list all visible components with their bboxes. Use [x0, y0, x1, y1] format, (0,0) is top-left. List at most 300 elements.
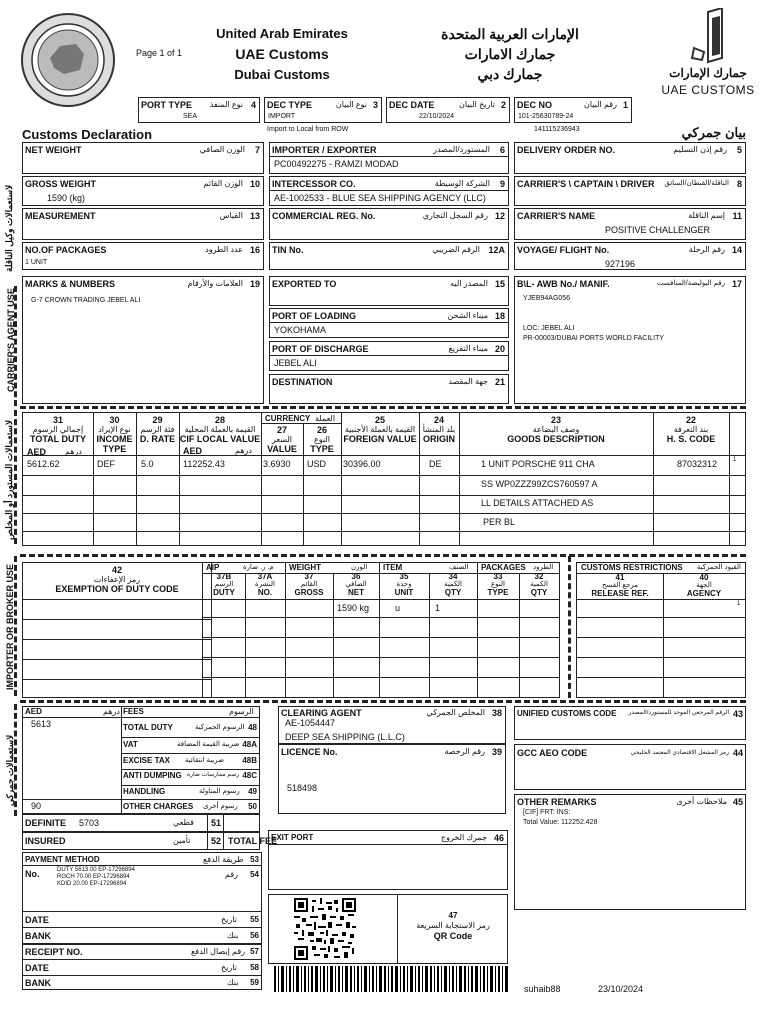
weight-ar: الوزن — [351, 564, 368, 571]
other-charges-num: 50 — [248, 802, 257, 811]
dec-no-sub: 141115236943 — [534, 126, 580, 133]
col-40 — [663, 574, 745, 598]
remarks-label: OTHER REMARKS — [517, 797, 597, 807]
customs-en: UAE Customs — [235, 46, 329, 62]
gross-weight-num: 10 — [249, 179, 260, 189]
delivery-order-label: DELIVERY ORDER NO. — [517, 145, 616, 155]
carrier-name-label: CARRIER'S NAME — [517, 211, 596, 221]
port-discharge-field — [269, 341, 509, 371]
col-29 — [136, 415, 179, 444]
col-31-en: TOTAL DUTY — [30, 434, 86, 444]
voyage-value: 927196 — [605, 259, 636, 269]
intercessor-value: AE-1002533 - BLUE SEA SHIPPING AGENCY (LLC) — [274, 193, 486, 203]
clearing-value-2: DEEP SEA SHIPPING (L.L.C) — [285, 732, 405, 742]
carrier-name-value: POSITIVE CHALLENGER — [605, 225, 711, 235]
exemption-num: 42 — [111, 565, 122, 575]
licence-num: 39 — [491, 747, 502, 757]
no-num: 54 — [250, 870, 259, 879]
voyage-field — [514, 242, 746, 270]
col-24-ar: بلد المنشأ — [422, 425, 456, 434]
bl-ar: رقم البوليصة/المنافست — [657, 280, 725, 287]
qr-ar: رمز الاستجابة السريعة — [416, 921, 490, 930]
qr-code-icon — [294, 898, 356, 960]
dec-no-value: 101-25630789-24 — [518, 113, 574, 120]
marks-num: 19 — [249, 279, 260, 289]
col-31-num: 31 — [52, 415, 63, 425]
total-duty-num: 48 — [248, 723, 257, 732]
gcc-num: 44 — [732, 748, 743, 758]
receipt-ar: رقم إيصال الدفع — [191, 947, 246, 956]
carrier-name-field — [514, 208, 746, 240]
col-25-num: 25 — [374, 415, 385, 425]
other-remarks-field — [514, 794, 746, 910]
bank1-num: 56 — [250, 931, 259, 940]
row-total-duty: 5612.62 — [27, 459, 60, 469]
destination-label: DESTINATION — [272, 377, 333, 387]
marks-ar: العلامات والأرقام — [187, 279, 243, 288]
gross-weight-ar: الوزن القائم — [203, 179, 243, 188]
licence-ar: رقم الرخصة — [444, 747, 485, 756]
voyage-ar: رقم الرحلة — [688, 245, 725, 254]
side-label-ar-1: لاستعمالات وكيل الناقلة — [4, 184, 14, 272]
page-indicator: Page 1 of 1 — [136, 48, 183, 58]
importer-field — [269, 142, 509, 174]
net-weight-num: 7 — [254, 145, 260, 155]
exemption-label: EXEMPTION OF DUTY CODE — [55, 584, 179, 594]
qr-num: 47 — [448, 911, 458, 920]
other-charges-value: 90 — [31, 801, 42, 811]
col-37b-ar: الرسم — [214, 581, 234, 588]
vat-ar: ضريبة القيمة المضافة — [177, 741, 240, 748]
row-d-rate: 5.0 — [141, 459, 154, 469]
packages-ar: عدد الطرود — [205, 245, 243, 254]
carrier-captain-field — [514, 176, 746, 206]
divider — [14, 286, 17, 406]
col-33-num: 33 — [493, 572, 503, 581]
voyage-num: 14 — [731, 245, 742, 255]
licence-field — [278, 744, 506, 814]
col-36 — [333, 573, 379, 597]
col-26 — [303, 425, 341, 454]
importer-num: 6 — [499, 145, 505, 155]
bank2-label: BANK — [25, 978, 51, 988]
no-line-2: RGCH 70.00 EP-17296894 — [57, 874, 130, 880]
restrictions-table — [576, 562, 746, 698]
unified-code-field — [514, 706, 746, 740]
country-en: United Arab Emirates — [216, 26, 348, 41]
col-28-sub-ar: درهم — [235, 446, 252, 455]
col-26-ar: النوع — [314, 435, 330, 444]
qr-label — [399, 911, 507, 941]
licence-value: 518498 — [287, 783, 318, 793]
dubai-en: Dubai Customs — [234, 67, 330, 82]
insured-ar: تأمين — [173, 836, 191, 845]
port-type-label: PORT TYPE — [141, 100, 193, 110]
dec-date-label: DEC DATE — [389, 100, 435, 110]
gcc-aeo-field — [514, 744, 746, 790]
bl-label: B\L- AWB No./ MANIF. — [517, 279, 610, 289]
marks-field — [22, 276, 264, 404]
divider — [568, 556, 571, 698]
measurement-label: MEASUREMENT — [25, 211, 96, 221]
col-36-en: NET — [348, 588, 364, 597]
col-24 — [419, 415, 459, 444]
delivery-order-field — [514, 142, 746, 174]
packages-label: NO.OF PACKAGES — [25, 245, 107, 255]
tin-num: 12A — [488, 245, 505, 255]
col-25 — [341, 415, 419, 444]
date2-num: 58 — [250, 963, 259, 972]
insured-row — [22, 832, 278, 850]
dec-type-ar: نوع البيان — [335, 100, 367, 109]
col-24-en: ORIGIN — [422, 434, 455, 444]
dec-no-ar: رقم البيان — [583, 100, 617, 109]
col-23 — [459, 415, 653, 444]
side-label-carrier: CARRIER'S AGENT USE — [6, 288, 16, 392]
voyage-label: VOYAGE/ FLIGHT No. — [517, 245, 610, 255]
packages-num: 16 — [249, 245, 260, 255]
definite-label: DEFINITE — [25, 818, 67, 828]
currency-label: CURRENCY — [265, 414, 311, 423]
row-foreign-value: 30396.00 — [343, 459, 381, 469]
tin-label: TIN No. — [272, 245, 304, 255]
destination-field — [269, 374, 509, 404]
date2-label: DATE — [25, 963, 49, 973]
col-37a — [245, 573, 285, 597]
col-37b — [203, 573, 245, 597]
commercial-reg-field — [269, 208, 509, 240]
col-31 — [23, 415, 93, 444]
carrier-captain-ar: الناقلة/القبطان/السائق — [664, 180, 729, 187]
dec-type-note: Import to Local from ROW — [267, 126, 349, 133]
destination-num: 21 — [494, 377, 505, 387]
col-30 — [93, 415, 136, 454]
carrier-captain-label: CARRIER'S \ CAPTAIN \ DRIVER — [517, 179, 655, 189]
dec-date-num: 2 — [500, 100, 506, 110]
col-25-en: FOREIGN VALUE — [343, 434, 417, 444]
col-34 — [429, 573, 477, 597]
exit-port-field — [268, 830, 508, 890]
col-22 — [653, 415, 729, 444]
anti-dumping-ar: رسم ممارسات ضارة — [187, 772, 240, 778]
carrier-name-ar: إسم الناقلة — [688, 211, 725, 220]
definite-value: 5703 — [79, 818, 100, 828]
aed-label: AED — [25, 707, 42, 716]
dec-date-value: 22/10/2024 — [419, 113, 455, 120]
col-29-ar: فئة الرسم — [140, 425, 175, 434]
side-label-goods: لاستعمالات المستورد أو المخلص — [4, 419, 14, 540]
print-date: 23/10/2024 — [598, 984, 644, 994]
col-32-en: QTY — [530, 588, 548, 597]
marks-value: G-7 CROWN TRADING JEBEL ALI — [31, 297, 141, 304]
port-loading-value: YOKOHAMA — [274, 325, 327, 335]
bank2-num: 59 — [250, 978, 259, 987]
restrictions-ar: القيود الجمركية — [696, 564, 741, 571]
col-33 — [477, 573, 519, 597]
port-type-ar: نوع المنفذ — [209, 100, 243, 109]
port-discharge-label: PORT OF DISCHARGE — [272, 344, 369, 354]
col-31-sub: AED — [27, 447, 47, 457]
payment-label: PAYMENT METHOD — [25, 855, 100, 864]
tin-ar: الرقم الضريبي — [432, 245, 480, 254]
divider — [20, 406, 746, 409]
intercessor-field — [269, 176, 509, 206]
country-ar: الإمارات العربية المتحدة — [441, 26, 579, 42]
excise-label: EXCISE TAX — [123, 756, 170, 765]
exit-port-num: 46 — [493, 833, 504, 843]
anti-dumping-num: 48C — [242, 771, 257, 780]
gcc-ar: رمز المشغل الاقتصادي المعتمد الخليجي — [630, 750, 729, 756]
dec-date-field — [386, 97, 510, 123]
total-duty-ar: الرسوم الجمركية — [195, 724, 245, 731]
divider — [20, 700, 746, 703]
gross-weight-value: 1590 (kg) — [47, 193, 86, 203]
row-desc-1: 1 UNIT PORSCHE 911 CHA — [481, 459, 595, 469]
barcode-icon — [274, 966, 510, 992]
bl-field — [514, 276, 746, 404]
dubai-customs-seal — [20, 12, 116, 108]
col-26-num: 26 — [316, 425, 327, 435]
insured-num: 52 — [211, 836, 222, 846]
payment-num: 53 — [250, 855, 259, 864]
port-discharge-value: JEBEL ALI — [274, 358, 317, 368]
dec-type-num: 3 — [372, 100, 378, 110]
col-22-en: H. S. CODE — [666, 434, 716, 444]
col-30-ar: نوع الإيراد — [98, 425, 131, 434]
col-36-num: 36 — [351, 572, 361, 581]
carrier-name-num: 11 — [732, 211, 742, 221]
port-type-value: SEA — [183, 113, 198, 120]
col-35-num: 35 — [399, 572, 409, 581]
logo-ar: جمارك الإمارات — [669, 66, 747, 80]
bank2-ar: بنك — [227, 978, 239, 987]
remarks-num: 45 — [732, 797, 743, 807]
col-34-ar: الكمية — [444, 581, 462, 588]
col-27-num: 27 — [276, 425, 287, 435]
delivery-order-num: 5 — [736, 145, 742, 155]
commercial-reg-num: 12 — [494, 211, 505, 221]
port-type-field — [138, 97, 260, 123]
col-37 — [285, 573, 333, 597]
aip-label: AIP — [206, 563, 220, 572]
clearing-value-1: AE-1054447 — [285, 718, 336, 728]
col-28-en: CIF LOCAL VALUE — [179, 434, 261, 444]
excise-num: 48B — [242, 756, 257, 765]
fees-ar: الرسوم — [229, 707, 254, 716]
marks-label: MARKS & NUMBERS — [25, 279, 115, 289]
divider — [14, 410, 17, 544]
col-37-en: GROSS — [294, 588, 324, 597]
date1-num: 55 — [250, 915, 259, 924]
col-40-num: 40 — [699, 573, 709, 582]
weight-label: WEIGHT — [289, 563, 321, 572]
destination-ar: جهة المقصد — [448, 377, 488, 386]
col-41 — [577, 574, 663, 598]
carrier-captain-num: 8 — [736, 179, 742, 189]
col-24-num: 24 — [433, 415, 444, 425]
item-label: ITEM — [383, 563, 403, 572]
col-23-num: 23 — [550, 415, 561, 425]
aed-value: 5613 — [31, 719, 52, 729]
dec-no-field — [514, 97, 632, 123]
customs-ar: جمارك الامارات — [464, 46, 556, 62]
exported-to-label: EXPORTED TO — [272, 279, 337, 289]
aip-table — [202, 562, 560, 698]
col-25-ar: القيمة بالعملة الأجنبية — [344, 425, 416, 434]
receipt-num: 57 — [250, 947, 259, 956]
col-35 — [379, 573, 429, 597]
col-37a-en: NO. — [257, 588, 273, 597]
col-37a-ar: النشرة — [255, 581, 275, 588]
col-30-num: 30 — [109, 415, 120, 425]
qr-en: QR Code — [433, 931, 473, 941]
port-loading-field — [269, 308, 509, 338]
col-28-sub: AED — [183, 446, 203, 456]
currency-ar: العملة — [315, 414, 336, 423]
vat-label: VAT — [123, 740, 138, 749]
total-fee-label: TOTAL FEE — [228, 836, 278, 846]
col-35-en: UNIT — [394, 588, 414, 597]
col-41-num: 41 — [615, 573, 625, 582]
row-hs: 87032312 — [677, 459, 718, 469]
fees-label: FEES — [123, 707, 144, 716]
no-label: No. — [25, 869, 40, 879]
dec-no-label: DEC NO — [517, 100, 553, 110]
dec-type-label: DEC TYPE — [267, 100, 313, 110]
restrictions-line: 1 — [737, 601, 741, 607]
definite-num: 51 — [211, 818, 222, 828]
clearing-num: 38 — [491, 708, 502, 718]
no-line-3: KDID 20.00 EP-17296894 — [57, 881, 127, 887]
packages-field — [22, 242, 264, 270]
dec-type-field — [264, 97, 382, 123]
dec-no-num: 1 — [622, 100, 628, 110]
col-34-en: QTY — [444, 588, 462, 597]
row-income-type: DEF — [97, 459, 115, 469]
port-discharge-ar: ميناء التفريغ — [448, 344, 488, 353]
port-loading-label: PORT OF LOADING — [272, 311, 356, 321]
divider — [14, 704, 17, 816]
col-23-ar: وصف البضاعة — [532, 425, 580, 434]
logo-en: UAE CUSTOMS — [661, 83, 755, 97]
side-label-customs: لاستعمالات جمركي — [5, 734, 15, 806]
uae-customs-logo-icon — [676, 8, 746, 64]
payment-block — [22, 852, 262, 990]
exemption-header — [23, 565, 211, 594]
bl-num: 17 — [731, 279, 742, 289]
importer-label: IMPORTER / EXPORTER — [272, 145, 377, 155]
col-29-en: D. RATE — [139, 434, 176, 444]
intercessor-num: 9 — [499, 179, 505, 189]
packages-label-mid: PACKAGES — [481, 563, 526, 572]
remarks-line-1: [CIF] FRT: INS: — [523, 809, 571, 816]
other-charges-ar: رسوم أخرى — [203, 803, 238, 810]
unified-label: UNIFIED CUSTOMS CODE — [517, 709, 617, 718]
col-22-num: 22 — [685, 415, 696, 425]
aed-ar: درهم — [103, 707, 120, 716]
gcc-label: GCC AEO CODE — [517, 748, 588, 758]
col-37-ar: القائم — [300, 581, 318, 588]
col-32 — [519, 573, 559, 597]
col-30-sub: TYPE — [102, 444, 127, 454]
col-32-num: 32 — [534, 572, 544, 581]
net-weight-field — [22, 142, 264, 174]
receipt-label: RECEIPT NO. — [25, 947, 83, 957]
row-cur-value: 3.6930 — [263, 459, 291, 469]
divider — [14, 556, 17, 696]
gross-weight-field — [22, 176, 264, 206]
col-33-en: TYPE — [487, 588, 509, 597]
row-desc-3: LL DETAILS ATTACHED AS — [481, 498, 594, 508]
no-line-1: DUTY 5613.00 EP-17296894 — [57, 867, 135, 873]
excise-ar: ضريبة انتقائية — [185, 757, 225, 764]
anti-dumping-label: ANTI DUMPING — [123, 771, 182, 780]
exit-port-label: EXIT PORT — [271, 833, 314, 842]
col-26-en: TYPE — [310, 444, 334, 454]
handling-num: 49 — [248, 787, 257, 796]
row-origin: DE — [429, 459, 442, 469]
restrictions-label: CUSTOMS RESTRICTIONS — [581, 563, 683, 572]
intercessor-label: INTERCESSOR CO. — [272, 179, 356, 189]
gross-weight-label: GROSS WEIGHT — [25, 179, 97, 189]
net-weight-ar: الوزن الصافي — [199, 145, 245, 154]
col-22-ar: بند التعرفة — [673, 425, 709, 434]
exemption-ar: رمز الإعفاءات — [93, 575, 141, 584]
total-duty-label: TOTAL DUTY — [123, 723, 173, 732]
packages-ar-mid: الطرود — [533, 564, 554, 571]
aip-ar: م. ر. ضارة — [243, 564, 274, 571]
definite-ar: قطعي — [173, 818, 194, 827]
unified-ar: الرقم المرجعي الموحد للمستورد/المصدر — [628, 710, 729, 716]
definite-row — [22, 814, 260, 832]
port-type-num: 4 — [250, 100, 256, 110]
col-41-ar: مرجع الفسح — [602, 582, 638, 589]
delivery-order-ar: رقم إذن التسليم — [673, 145, 727, 154]
dubai-ar: جمارك دبي — [477, 66, 543, 82]
dec-date-ar: تاريخ البيان — [459, 100, 495, 109]
bl-pr: PR-00003/DUBAI PORTS WORLD FACILITY — [523, 335, 665, 342]
col-28 — [179, 415, 261, 444]
col-32-ar: الكمية — [530, 581, 548, 588]
col-31-sub-ar: درهم — [65, 447, 82, 456]
exported-to-ar: المصدر اليه — [450, 279, 488, 288]
row-desc-2: SS WP0ZZZ99ZCS760597 A — [481, 479, 598, 489]
measurement-field — [22, 208, 264, 240]
unified-num: 43 — [732, 709, 743, 719]
col-41-en: RELEASE REF. — [591, 589, 649, 598]
col-28-ar: القيمة بالعملة المحلية — [184, 425, 256, 434]
col-23-en: GOODS DESCRIPTION — [507, 434, 605, 444]
exported-to-num: 15 — [494, 279, 505, 289]
measurement-num: 13 — [249, 211, 260, 221]
exemption-table — [22, 562, 212, 698]
user-name: suhaib88 — [524, 984, 561, 994]
col-40-en: AGENCY — [686, 589, 722, 598]
row-desc-4: PER BL — [483, 517, 516, 527]
title-ar: بيان جمركي — [681, 125, 746, 140]
clearing-label: CLEARING AGENT — [281, 708, 362, 718]
measurement-ar: القياس — [219, 211, 243, 220]
remarks-line-2: Total Value: 112252.428 — [523, 819, 598, 826]
col-35-ar: وحدة — [396, 581, 412, 588]
side-label-importer: IMPORTER OR BROKER USE — [5, 563, 15, 690]
bl-value: YJEB94AG056 — [523, 295, 571, 302]
col-40-ar: الجهة — [696, 582, 712, 589]
commercial-reg-ar: رقم السجل التجاري — [422, 211, 488, 220]
mid-row-unit: u — [395, 603, 401, 613]
col-27-en: VALUE — [267, 444, 297, 454]
col-27 — [261, 425, 303, 454]
